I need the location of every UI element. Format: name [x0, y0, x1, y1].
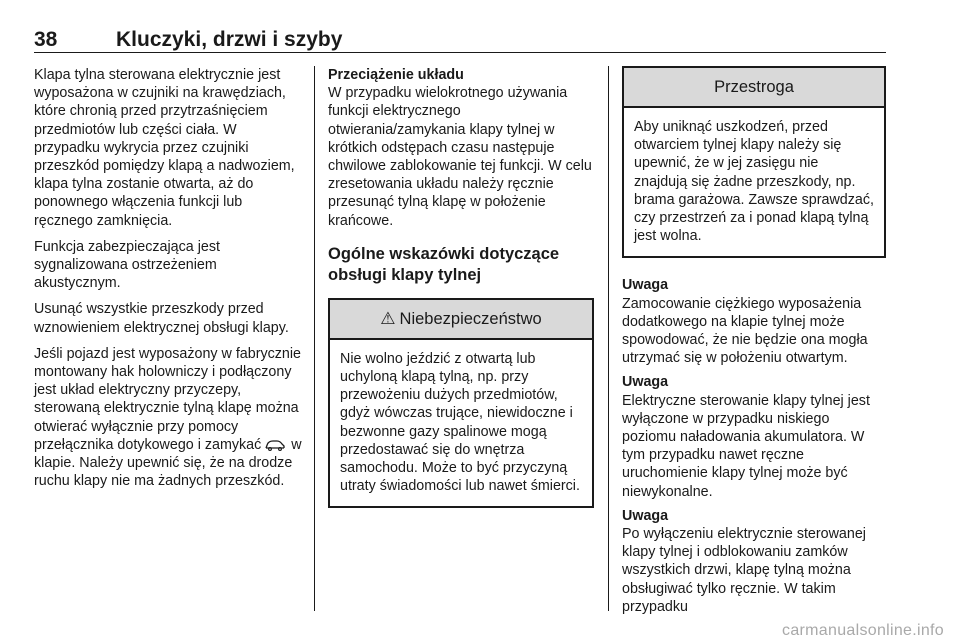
page-number: 38: [34, 28, 58, 51]
caution-box-header: [624, 68, 884, 108]
danger-title: Niebezpieczeństwo: [399, 309, 542, 328]
watermark: carmanualsonline.info: [782, 622, 944, 639]
page-title: Kluczyki, drzwi i szyby: [116, 28, 343, 51]
column-divider-2: [608, 66, 609, 611]
caution-text: Aby uniknąć uszkodzeń, przed otwarciem tylnej klapy należy się upewnić, że w jej zasięgu nie znajdują się żadne przeszkody, np. brama garażowa. Zawsze sprawdzać, czy przestrzeń za i ponad klapą tylną jest wolna.: [634, 119, 874, 245]
note-2-text: Elektryczne sterowanie klapy tylnej jest wyłączone w przypadku niskiego poziomu naładowania akumulatora. W tym przypadku nawet ręczne uruchomienie klapy tylnej może być niewykonalne.: [622, 392, 870, 500]
warning-triangle-icon: ⚠: [380, 308, 396, 328]
note-2-label: Uwaga: [622, 374, 669, 391]
paragraph-towbar: [34, 345, 302, 491]
caution-title: Przestroga: [714, 77, 794, 96]
danger-text: Nie wolno jeździć z otwartą lub uchyloną klapą tylną, np. przy przewożeniu dużych przedmiotów, gdyż wówczas trujące, niewidoczne i bezwonne gazy spalinowe mogą przedostawać się do wnętrza samochodu. Może to być przyczyną utraty świadomości lub nawet śmierci.: [340, 350, 580, 495]
page-header: [34, 24, 886, 54]
section-heading: Ogólne wskazówki dotyczące obsługi klapy tylnej: [328, 244, 560, 284]
caution-box: [622, 66, 886, 258]
towbar-text-after: w klapie. Należy upewnić się, że na drodze ruchu klapy nie ma żadnych przeszkód.: [34, 436, 302, 490]
paragraph-acoustic: Funkcja zabezpieczająca jest sygnalizowana ostrzeżeniem akustycznym.: [34, 238, 220, 292]
paragraph-sensors: Klapa tylna sterowana elektrycznie jest wyposażona w czujniki na krawędziach, które chronią przed przytrzaśnięciem przedmiotów lub części ciała. W przypadku wykrycia przez czujniki przeszkód pomiędzy klapą a nadwoziem, klapa tylna zostanie otwarta, aż do ponownego włączenia funkcji lub ręcznego zamknięcia.: [34, 67, 295, 229]
column-3: [622, 66, 886, 622]
car-tailgate-icon: [265, 439, 285, 451]
column-divider-1: [314, 66, 315, 611]
danger-box-header: [330, 300, 592, 340]
note-1-label: Uwaga: [622, 277, 669, 294]
note-3-text: Po wyłączeniu elektrycznie sterowanej klapy tylnej i odblokowaniu zamków wszystkich drzwi, klapę tylną można obsługiwać tylko ręcznie. W takim przypadku: [622, 526, 866, 615]
note-3-label: Uwaga: [622, 507, 669, 524]
danger-box: [328, 298, 594, 509]
overload-paragraph: W przypadku wielokrotnego używania funkcji elektrycznego otwierania/zamykania klapy tylnej w krótkich odstępach czasu następuje chwilowe zablokowanie tej funkcji. W celu zresetowania układu należy ręcznie przesunąć tylną klapę w położenie krańcowe.: [328, 85, 592, 229]
paragraph-remove-obstacles: Usunąć wszystkie przeszkody przed wznowieniem elektrycznej obsługi klapy.: [34, 301, 289, 336]
column-1: [34, 66, 302, 498]
header-rule: [34, 52, 886, 53]
note-1-text: Zamocowanie ciężkiego wyposażenia dodatkowego na klapie tylnej może spowodować, że nie będzie ona mogła utrzymać się w położeniu otwartym.: [622, 295, 868, 367]
overload-subheading: Przeciążenie układu: [328, 67, 464, 83]
column-2: [328, 66, 594, 508]
towbar-text-before: Jeśli pojazd jest wyposażony w fabrycznie montowany hak holowniczy i podłączony jest układ elektryczny przyczepy, sterowaną elektrycznie tylną klapę można otwierać wyłącznie przy pomocy przełącznika dotykowego i zamykać: [34, 345, 301, 453]
